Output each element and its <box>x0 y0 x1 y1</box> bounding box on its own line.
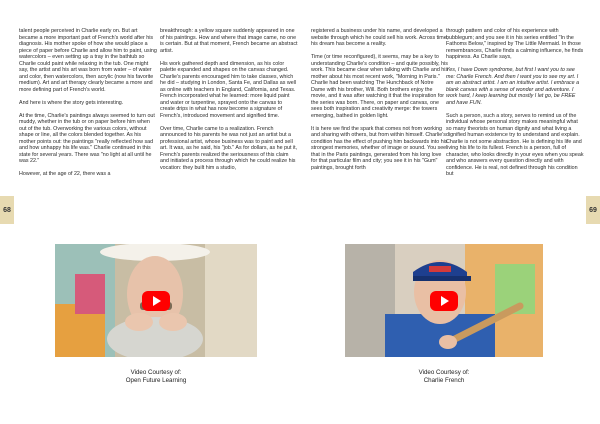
caption-line: Video Courtesy of: <box>418 369 470 376</box>
paragraph: breakthrough: a yellow square suddenly appeared in one of his paintings. How and where that image came, no one is certain. But at that moment, French became an abstract artist. <box>160 28 298 54</box>
page-number-right: 69 <box>586 196 600 224</box>
paragraph: Such a person, such a story, serves to remind us of the individual whose personal story makes meaningful what so many theorists on human dignity and what living a dignified human existence try to understand and explain. Charlie is not some abstraction. He is defining his life and living his life to its fullest. French is a person, full of character, who looks directly in your eyes when you speak and who answers every question directly and with confidence. He is real, not defined through his condition but <box>446 112 584 177</box>
caption-credit: Open Future Learning <box>125 377 187 384</box>
paragraph: It is here we find the spark that comes not from working and sharing with others, but from within himself. Charlie's condition has the effect of pushing him backwards into his strongest memories, whether of image or sound. You see that in the Paris paintings, generated from his long love for that particular film and city; you see it in his "Gum" paintings, brought forth <box>311 125 448 171</box>
left-text-column-2 <box>160 28 298 178</box>
caption-line: Video Courtesy of: <box>130 369 182 376</box>
left-text-column-1 <box>19 28 157 184</box>
paragraph: talent people perceived in Charlie early on. But art became a more important part of French's world after his diagnosis. His mother spoke of how she would place a piece of paper before Charlie and allow him to paint, using watercolors – even setting up a tray in the bathtub so Charlie could paint while relaxing in the tub. One might say, the artist and his art was born from water – of water and color, then watercolors, then acrylic (now his favorite medium). Art and art therapy clearly became a more and more defining part of French's world. <box>19 28 157 93</box>
paragraph: registered a business under his name, and developed a website through which he could sell his work. Across time, his dream has become a reality. <box>311 28 449 47</box>
play-button-icon[interactable] <box>430 291 458 311</box>
paragraph: At the time, Charlie's paintings always seemed to turn out muddy, whether in the tub or on paper before him when out of the tub. Overworking the various colors, without shape or line, all the colors blended together. As his mother points out: the paintings "really reflected how sad and how unhappy his life was." Charlie continued in this state for several years. There was "no light at all until he was 22." <box>19 112 155 164</box>
play-button-icon[interactable] <box>142 291 170 311</box>
paragraph: However, at the age of 22, there was a <box>19 171 111 177</box>
video-caption-left <box>96 369 216 385</box>
paragraph: Time (or time reconfigured), it seems, may be a key to understanding Charlie's condition – and quite possibly, his work. This became clear when talking with Charlie and his mother about his most recent work, "Morning in Paris." Charlie had been watching The Hunchback of Notre Dame with his brother, Will. Both brothers enjoy the movie, and it was after watching it that the inspiration for the series was born. There, on paper and canvas, one sees both inspiration and creativity merge: the towers emerging, bathed in golden light. <box>311 54 449 119</box>
right-text-column-2 <box>446 28 584 184</box>
paragraph: through pattern and color of his experience with bubblegum; and you see it in his series entitled "In the Fathoms Below," inspired by The Little Mermaid. In those remembrances, Charlie finds a calming influence, he finds happiness. As Charlie says, <box>446 28 584 60</box>
caption-credit: Charlie French <box>423 377 465 384</box>
video-player-open-future-learning[interactable] <box>55 244 257 357</box>
right-text-column-1 <box>311 28 449 178</box>
quote-paragraph: Yes, I have Down syndrome, but first I want you to see me: Charlie French. And then I want you to see my art. I am an abstract artist. I am an intuitive artist. I embrace a blank canvas with a sense of wonder and adventure. I work hard, I keep learning but mostly I let go, be FREE and have FUN. <box>446 67 580 106</box>
paragraph: Over time, Charlie came to a realization. French announced to his parents he was not just an artist but a professional artist, whose business was to paint and sell art. It was, as he said, his "job." As for dollars, as he put it, French's parents realized the seriousness of this claim and initiated a process through which he could realize his vocation: they built him a studio, <box>160 125 298 171</box>
paragraph: His work gathered depth and dimension, as his color palette expanded and shapes on the canvas changed. Charlie's parents encouraged him to take classes, which he did – studying in London, Santa Fe, and Dallas as well as online with teachers in England, California, and Texas. French incorporated what he learned: more liquid paint and water or turpentine, sprayed onto the canvas to create drips in what has now become a signature of French's, introduced movement and signified time. <box>160 60 297 119</box>
video-player-charlie-french[interactable] <box>345 244 543 357</box>
page-number-left: 68 <box>0 196 14 224</box>
paragraph: And here is where the story gets interesting. <box>19 99 124 106</box>
video-caption-right <box>384 369 504 385</box>
